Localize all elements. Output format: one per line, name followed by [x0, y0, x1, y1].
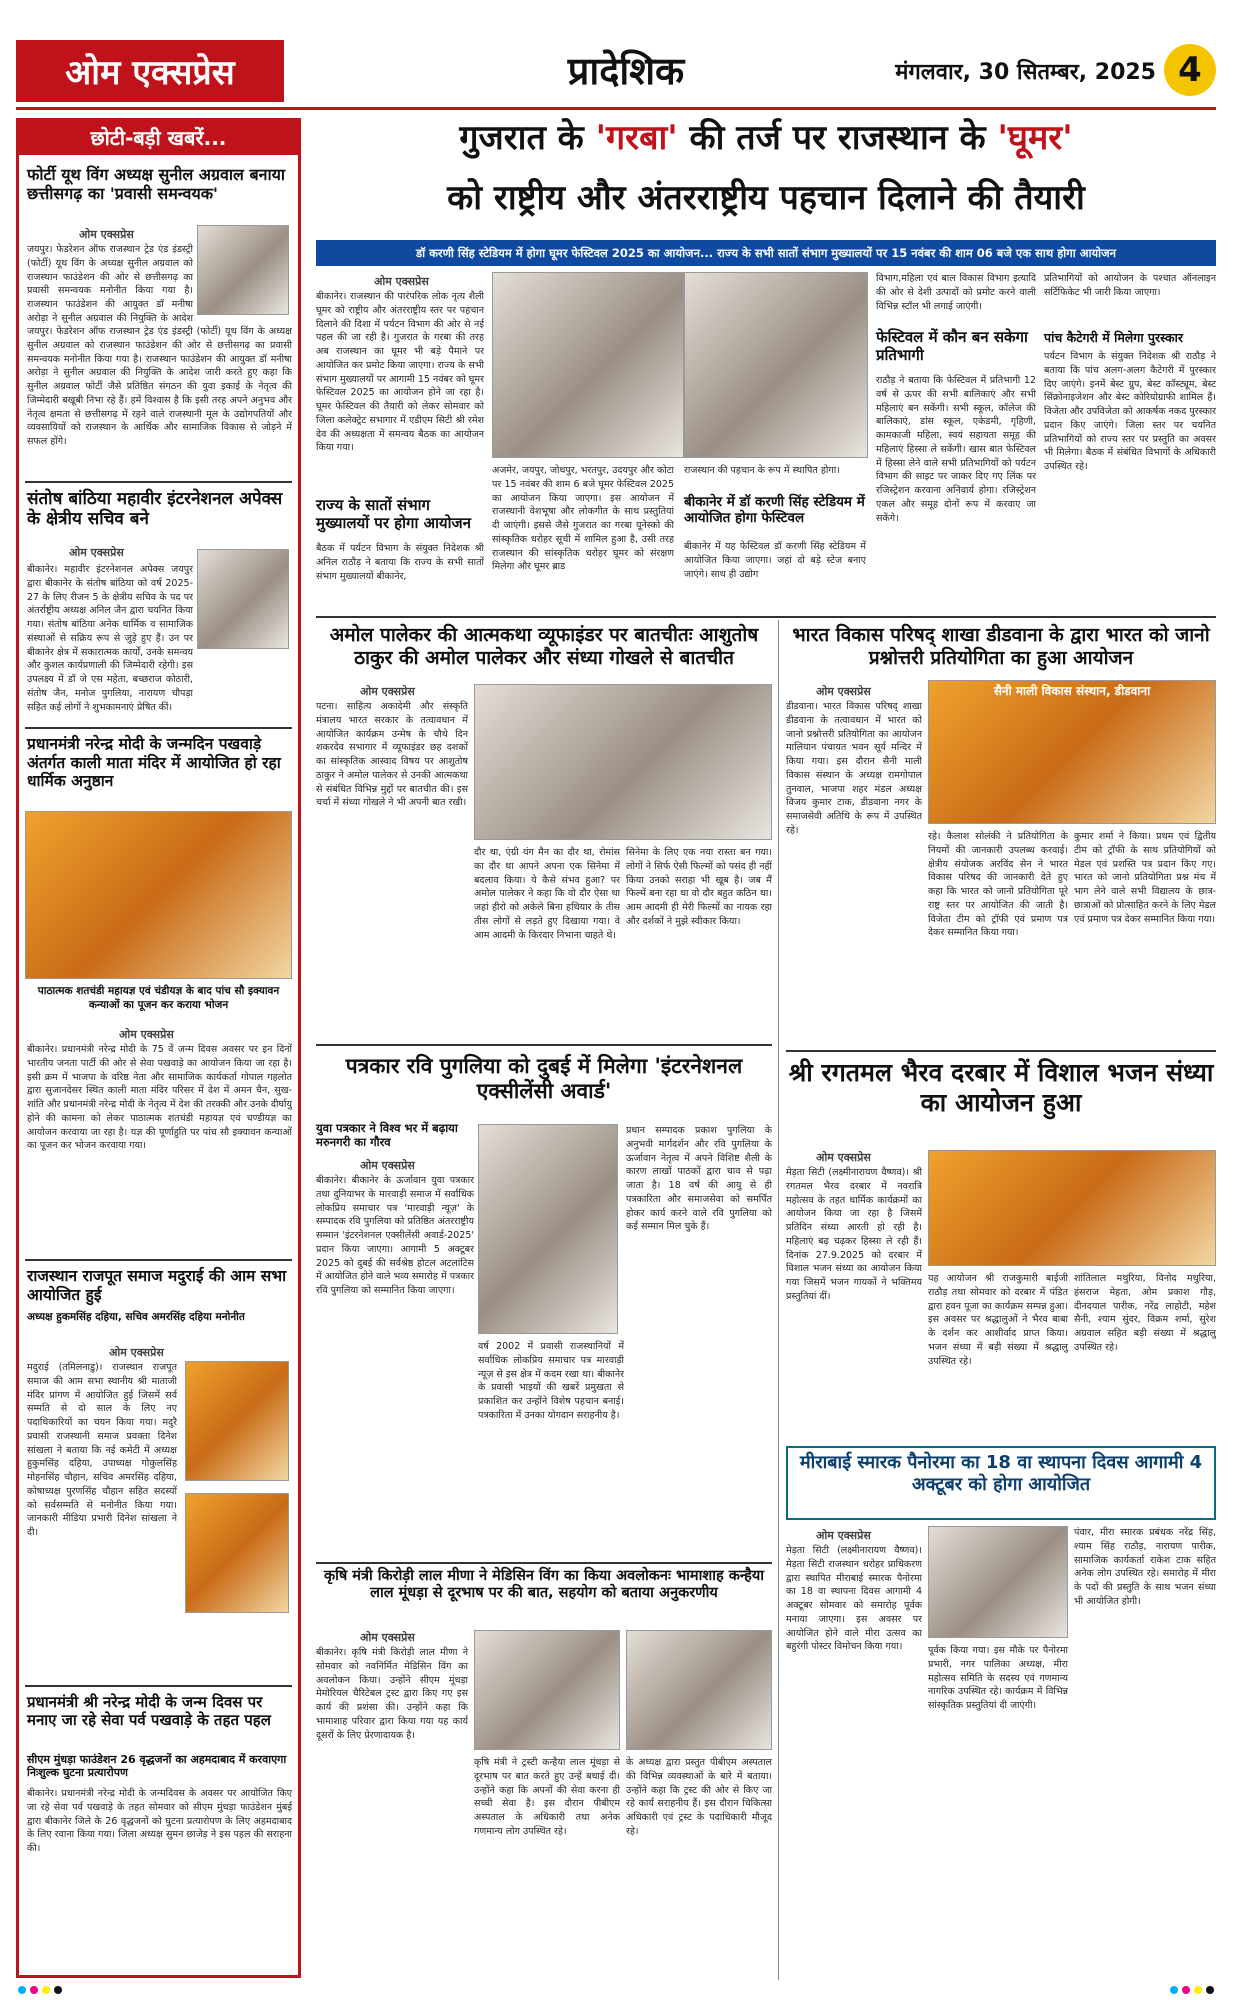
lead-col-3b: बीकानेर में यह फेस्टिवल डॉ करणी सिंह स्टेडियम में आयोजित किया जाएगा। जहां दो बड़े स्टेज बनाए जाएंगे। साथ ही उद्योग	[684, 541, 866, 580]
amol-col-1: पटना। साहित्य अकादेमी और संस्कृति मंत्रालय भारत सरकार के तत्वावधान में आयोजित कार्यक्रम उन्मेष के चौथे दिन शकरदेव सभागार में व्यूफाइंडर छह दशकों का सांस्कृतिक आस्वाद विषय पर आशुतोष ठाकुर ने अमोल पालेकर से उनकी आत्मकथा से संबंधित विभिन्न मुद्दों पर बातचीत की। इस चर्चा में संध्या गोखले ने भी अपनी बात रखी।	[316, 701, 468, 809]
krishi-headline: कृषि मंत्री किरोड़ी लाल मीणा ने मेडिसिन विंग का किया अवलोकनः भामाशाह कन्हैया लाल मूंधड़ा से दूरभाष पर की बात, सहयोग को बताया अनुकरणीय	[323, 1568, 765, 1602]
sidebar-story-1-body-b: जयपुर। फेडरेशन ऑफ राजस्थान ट्रेड एंड इंडस्ट्री (फोर्टी) यूथ विंग के अध्यक्ष सुनील अग्रवाल को राजस्थान फाउंडेशन की ओर से छत्तीसगढ़ का प्रवासी समन्वयक मनोनीत किया गया है। राजस्थान फाउंडेशन की आयुक्त डॉ मनीषा अरोड़ा ने सुनील अग्रवाल की नियुक्ति के आदेश जारी करते हुए कहा कि सुनील अग्रवाल फोर्टी जैसे प्रतिष्ठित संगठन की युवा इकाई के नेतृत्व की जिम्मेदारी बखूबी निभा रहे हैं। हमें विश्वास है कि इसी तरह अपने अनुभव और नेतृत्व क्षमता से छत्तीसगढ़ में रहने वाले राजस्थानी मूल के उद्योगपतियों और व्यवसायियों को राजस्थान के आर्थिक और सामाजिक विकास से जोड़ने में सफल होंगे।	[27, 326, 292, 448]
lead-headline-highlight-1: 'गरबा'	[595, 118, 678, 158]
print-registration-marks	[16, 1984, 1216, 1992]
divider	[25, 1259, 292, 1261]
lead-col-4a: विभाग,महिला एवं बाल विकास विभाग इत्यादि की ओर से देशी उत्पादों को प्रमोट करने वाली विभिन्न स्टॉल भी लगाई जाएंगी।	[876, 273, 1036, 312]
divider	[316, 1562, 772, 1564]
lead-tag: ओम एक्सप्रेस	[374, 275, 429, 288]
lead-subhead-1: राज्य के सातों संभाग मुख्यालयों पर होगा आयोजन	[316, 496, 471, 532]
bhajan-col-3: शांतिलाल मथुरिया, विनोद मथुरिया, हंसराज मेहता, ओम प्रकाश गौड़, दीनदयाल पारीक, नरेंद्र लाहोटी, महेश सैनी, श्याम सुंदर, विक्रम शर्मा, सुरेश अग्रवाल सहित बड़ी संख्या में श्रद्धालु उपस्थित रहे।	[1074, 1273, 1216, 1353]
bharat-photo-banner: सैनी माली विकास संस्थान, डीडवाना	[993, 684, 1151, 698]
amol-col-3: सिनेमा के लिए एक नया रास्ता बन गया। लोगों ने सिर्फ ऐसी फिल्मों को पसंद ही नहीं किया उनको सराहा भी खूब है। जब मैं फिल्में बना रहा था वो दौर बहुत कठिन था। आम आदमी ही मेरी फिल्मों का नायक रहा और दर्शकों ने मुझे स्वीकार किया।	[626, 847, 772, 927]
sidebar-story-3-photo	[25, 811, 292, 979]
sidebar-story-5-title: प्रधानमंत्री श्री नरेन्द्र मोदी के जन्म दिवस पर मनाए जा रहे सेवा पर्व पखवाड़े के तहत पहल	[27, 1693, 271, 1729]
sidebar-story-2-photo	[197, 549, 289, 649]
sidebar-story-2-tag: ओम एक्सप्रेस	[69, 546, 124, 559]
divider	[316, 616, 1216, 618]
sidebar-story-3-caption: पाठात्मक शतचंडी महायज्ञ एवं चंडीयज्ञ के बाद पांच सौ इक्यावन कन्याओं का पूजन कर कराया भोजन	[37, 985, 280, 1011]
lead-col-5a: प्रतिभागियों को आयोजन के पश्चात ऑनलाइन सर्टिफिकेट भी जारी किया जाएगा।	[1044, 273, 1216, 298]
newspaper-logo: ओम एक्सप्रेस	[16, 40, 284, 102]
lead-subhead-3: फेस्टिवल में कौन बन सकेगा प्रतिभागी	[876, 328, 1028, 364]
sidebar-story-5-body: बीकानेर। प्रधानमंत्री नरेन्द्र मोदी के जन्मदिवस के अवसर पर आयोजित किए जा रहे सेवा पर्व पखवाड़े के तहत सोमवार को सीएम मुंधड़ा फाउंडेशन मुंबई द्वारा बीकानेर जिले के 26 वृद्धजनों को घुटना प्रत्यारोपण के लिए अहमदाबाद के लिए रवाना किया गया। जिला अध्यक्ष सुमन छाजेड़ ने इस पहल की सराहना की।	[27, 1788, 292, 1855]
krishi-col-3: के अध्यक्ष द्वारा प्रस्तुत पीबीएम अस्पताल की विभिन्न व्यवस्थाओं के बारे में बताया। उन्होंने कहा कि ट्रस्ट की ओर से किए जा रहे कार्य सराहनीय हैं। इस दौरान चिकित्सा अधिकारी एवं ट्रस्ट के पदाधिकारी मौजूद रहे।	[626, 1757, 772, 1837]
sidebar-story-1-tag: ओम एक्सप्रेस	[79, 228, 134, 241]
meera-tag: ओम एक्सप्रेस	[816, 1529, 871, 1542]
lead-headline-line-1	[316, 118, 1216, 159]
sidebar-news	[16, 118, 301, 1978]
amol-photo	[474, 684, 772, 840]
sidebar-story-2-body: बीकानेर। महावीर इंटरनेशनल अपेक्स जयपुर द्वारा बीकानेर के संतोष बांठिया को वर्ष 2025-27 के लिए रीजन 5 के क्षेत्रीय सचिव के पद पर अंतर्राष्ट्रीय अध्यक्ष अनिल जैन द्वारा चयनित किया गया। संतोष बांठिया अनेक धार्मिक व सामाजिक संस्थाओं से सक्रिय रूप से जुड़े हुए हैं। उन पर बीकानेर क्षेत्र में सकारात्मक कार्यों, उनके समन्वय और कुशल कार्यप्रणाली की जिम्मेदारी रहेगी। इस उपलक्ष्य में डॉ जे एस महेता, बच्छराज कोठारी, संतोष जैन, मनोज पुगलिया, नारायण चौपड़ा सहित कई लोगों ने शुभकामनाएं प्रेषित कीं।	[27, 564, 193, 713]
sidebar-header: छोटी-बड़ी खबरें...	[19, 121, 298, 155]
lead-subhead-4: पांच कैटेगरी में मिलेगा पुरस्कार	[1044, 330, 1183, 345]
registration-dots-left	[16, 1979, 64, 1998]
bhajan-headline: श्री रगतमल भैरव दरबार में विशाल भजन संध्या का आयोजन हुआ	[788, 1058, 1214, 1117]
bhajan-photo	[928, 1150, 1216, 1266]
bharat-col-3: कुमार शर्मा ने किया। प्रथम एवं द्वितीय टीम को ट्रॉफी के साथ प्रतियोगियों को मेडल एवं प्रशस्ति पत्र प्रदान किए गए। भारत को जानो प्रतियोगिता प्रश्न मंच में भाग लेने वाले सभी विद्यालय के छात्र-छात्राओं को प्रोत्साहित करने के लिए मेडल एवं प्रमाण पत्र देकर सम्मानित किया गया।	[1074, 831, 1216, 925]
krishi-photo-2	[626, 1630, 772, 1750]
amol-headline: अमोल पालेकर की आत्मकथा व्यूफाइंडर पर बातचीतः आशुतोष ठाकुर की अमोल पालेकर और संध्या गोखले से बातचीत	[329, 624, 759, 669]
meera-col-2: पूर्वक किया गया। इस मौके पर पैनोरमा प्रभारी, नगर पालिका अध्यक्ष, मीरा महोत्सव समिति के सदस्य एवं गणमान्य नागरिक उपस्थित रहे। कार्यक्रम में विभिन्न सांस्कृतिक प्रस्तुतियां दी जाएंगी।	[928, 1645, 1068, 1712]
lead-col-2: अजमेर, जयपुर, जोधपुर, भरतपुर, उदयपुर और कोटा पर 15 नवंबर की शाम 6 बजे घूमर फेस्टिवल 2025 का आयोजन किया जाएगा। इस आयोजन में राजस्थानी वेशभूषा और लोकगीत के साथ प्रस्तुतियां दी जाएंगी। इससे जैसे गुजरात का गरबा यूनेस्को की सांस्कृतिक धरोहर सूची में शामिल हुआ है, उसी तरह राजस्थान की सांस्कृतिक धरोहर घूमर को संरक्षण मिलेगा और घूमर ब्राड	[492, 465, 674, 573]
lead-headline-line-2: को राष्ट्रीय और अंतरराष्ट्रीय पहचान दिलाने की तैयारी	[447, 178, 1085, 218]
sidebar-story-4-body: मदुराई (तमिलनाडु)। राजस्थान राजपूत समाज की आम सभा स्थानीय श्री माताजी मंदिर प्रांगण में आयोजित हुई जिसमें सर्व सम्मति से दो साल के लिए नए पदाधिकारियों का चयन किया गया। मदुरै प्रवासी राजस्थानी समाज प्रवक्ता दिनेश सांखला ने बताया कि नई कमेटी में अध्यक्ष हुकुमसिंह दहिया, उपाध्यक्ष गोकुलसिंह मोहनसिंह चौहान, सचिव अमरसिंह दहिया, कोषाध्यक्ष पुरणसिंह चौहान सहित सदस्यों को सर्वसम्मति से मनोनीत किया गया। जानकारी मीडिया प्रभारी दिनेश सांखला ने दी।	[27, 1362, 177, 1539]
bharat-photo	[928, 680, 1216, 824]
bharat-headline: भारत विकास परिषद् शाखा डीडवाना के द्वारा भारत को जानो प्रश्नोत्तरी प्रतियोगिता का हुआ आयोजन	[792, 624, 1210, 669]
section-title: प्रादेशिक	[567, 49, 685, 93]
bhajan-col-1: मेड़ता सिटी (लक्ष्मीनारायण वैष्णव)। श्री रगतमल भैरव दरबार में नवरात्रि महोत्सव के तहत धार्मिक कार्यक्रमों का आयोजन किया जा रहा है जिसमें प्रतिदिन संध्या आरती हो रही है। महिलाएं बढ़ चढ़कर हिस्सा ले रही हैं। दिनांक 27.9.2025 को दरबार में विशाल भजन संध्या का आयोजन किया गया जिसमें भजन गायकों ने भक्तिमय प्रस्तुतियां दीं।	[786, 1167, 922, 1302]
page-number: 4	[1164, 44, 1216, 96]
sidebar-story-4-title: राजस्थान राजपूत समाज मदुराई की आम सभा आयोजित हुई	[27, 1267, 287, 1304]
meera-col-3: पंवार, मीरा स्मारक प्रबंधक नरेंद्र सिंह, श्याम सिंह राठौड़, नारायण पारीक, सामाजिक कार्यकर्ता राकेश टाक सहित अनेक लोग उपस्थित रहे। समारोह में मीरा के पदों की प्रस्तुति के साथ भजन संध्या भी आयोजित होगी।	[1074, 1527, 1216, 1607]
sidebar-story-3-body: बीकानेर। प्रधानमंत्री नरेन्द्र मोदी के 75 वें जन्म दिवस अवसर पर इन दिनों भारतीय जनता पार्टी की ओर से सेवा पखवाड़े का आयोजन किया जा रहा है। इसी क्रम में भाजपा के वरिष्ठ नेता और सामाजिक कार्यकर्ता गोपाल गहलोत द्वारा सुजानदेसर स्थित काली माता मंदिर परिसर में देश में अमन चैन, सुख-शांति और प्रधानमंत्री नरेन्द्र मोदी के नेतृत्व में देश की तरक्की और उनके दीर्घायु होने की कामना को लेकर पाठात्मक शतचंडी महायज्ञ एवं चण्डीयज्ञ का आयोजन करवाया जा रहा है। यज्ञ की पूर्णाहुति पर पांच सौ इक्यावन कन्याओं का पूजन कर भोजन करवाया गया।	[27, 1044, 292, 1152]
sidebar-story-4-tag: ओम एक्सप्रेस	[109, 1346, 164, 1359]
divider	[25, 481, 292, 483]
meera-headline: मीराबाई स्मारक पैनोरमा का 18 वा स्थापना दिवस आगामी 4 अक्टूबर को होगा आयोजित	[799, 1452, 1203, 1495]
ravi-col-3: प्रधान सम्पादक प्रकाश पुगलिया के अनुभवी मार्गदर्शन और रवि पुगलिया के ऊर्जावान नेतृत्व में अपने विशिष्ट शैली के कारण लाखों पाठकों द्वारा चाव से पढ़ा जाता है। 18 वर्ष की आयु से ही पत्रकारिता और समाजसेवा को समर्पित होकर कार्य करने वाले रवि पुगलिया को कई सम्मान मिल चुके हैं।	[626, 1125, 772, 1233]
lead-col-3: राजस्थान की पहचान के रूप में स्थापित होगा।	[684, 465, 840, 476]
meera-photo	[928, 1526, 1068, 1638]
sidebar-story-1-photo	[197, 225, 289, 315]
bhajan-tag: ओम एक्सप्रेस	[816, 1151, 871, 1164]
lead-headline-part-2: की तर्ज पर राजस्थान के	[677, 118, 998, 158]
krishi-col-1: बीकानेर। कृषि मंत्री किरोड़ी लाल मीणा ने सोमवार को नवनिर्मित मेडिसिन विंग का अवलोकन किया। उन्होंने सीएम मूंधड़ा मेमोरियल चैरिटेबल ट्रस्ट द्वारा किए गए इस कार्य की प्रशंसा की। उन्होंने कहा कि भामाशाह परिवार द्वारा किया गया यह कार्य दूसरों के लिए प्रेरणादायक है।	[316, 1647, 468, 1741]
ravi-col-1: बीकानेर। बीकानेर के ऊर्जावान युवा पत्रकार तथा दुनियाभर के मारवाड़ी समाज में सर्वाधिक लोकप्रिय समाचार पत्र 'मारवाड़ी न्यूज़' के सम्पादक रवि पुगलिया को प्रतिष्ठित अंतरराष्ट्रीय सम्मान 'इंटरनेशनल एक्सीलेंसी अवार्ड-2025' प्रदान किया जाएगा। आगामी 5 अक्टूबर 2025 को दुबई की सर्वश्रेष्ठ होटल अटलांटिस में आयोजित होने वाले भव्य समारोह में पत्रकार रवि पुगलिया को सम्मानित किया जाएगा।	[316, 1175, 474, 1297]
lead-col-1: बीकानेर। राजस्थान की पारंपरिक लोक नृत्य शैली घूमर को राष्ट्रीय और अंतरराष्ट्रीय स्तर पर पहचान दिलाने की दिशा में पर्यटन विभाग की ओर से नई पहल की जा रही है। गुजरात के गरबा की तरह अब राजस्थान का घूमर भी बड़े पैमाने पर आयोजित कर प्रमोट किया जाएगा। राज्य के सभी संभाग मुख्यालयों पर आगामी 15 नवंबर को घूमर फेस्टिवल 2025 का आयोजन होने जा रहा है। घूमर फेस्टिवल की तैयारी को लेकर सोमवार को जिला कलेक्ट्रेट सभागार में एडीएम सिटी श्री रमेश देव की अध्यक्षता में समन्वय बैठक का आयोजन किया गया।	[316, 291, 484, 454]
sidebar-story-1-body-a: जयपुर। फेडरेशन ऑफ राजस्थान ट्रेड एंड इंडस्ट्री (फोर्टी) यूथ विंग के अध्यक्ष सुनील अग्रवाल को राजस्थान फाउंडेशन की ओर से छत्तीसगढ़ का प्रवासी समन्वयक मनोनीत किया गया है। राजस्थान फाउंडेशन की आयुक्त डॉ मनीषा अरोड़ा ने सुनील अग्रवाल की नियुक्ति के आदेश	[27, 244, 193, 323]
ravi-kicker: युवा पत्रकार ने विश्व भर में बढ़ाया मरुनगरी का गौरव	[316, 1121, 458, 1149]
column-divider	[778, 620, 779, 1980]
lead-col-5: पर्यटन विभाग के संयुक्त निदेशक श्री राठौड़ ने बताया कि पांच अलग-अलग कैटेगरी में पुरस्कार दिए जाएंगे। इनमें बेस्ट ग्रुप, बेस्ट कॉस्ट्यूम, बेस्ट सिंक्रोनाइजेशन और बेस्ट कोरियोग्राफी शामिल हैं। विजेता और उपविजेता को आकर्षक नकद पुरस्कार प्रदान किए जाएंगे। जिला स्तर पर चयनित प्रतिभागियों को राज्य स्तर पर प्रस्तुति का अवसर भी मिलेगा। बैठक में संबंधित विभागों के अधिकारी उपस्थित रहे।	[1044, 351, 1216, 473]
lead-photo-1	[492, 272, 684, 458]
lead-col-4: राठौड़ ने बताया कि फेस्टिवल में प्रतिभागी 12 वर्ष से ऊपर की सभी बालिकाएं और सभी महिलाएं बन सकेंगी। सभी स्कूल, कॉलेज की बालिकाएं, डांस स्कूल, एकेडमी, गृहिणी, कामकाजी महिला, स्वयं सहायता समूह की महिलाएं हिस्सा ले सकेंगी। खास बात फेस्टिवल में हिस्सा लेने वाले सभी प्रतिभागियों को पर्यटन विभाग की साइट पर जाकर दिए गए लिंक पर रजिस्ट्रेशन करवाना अनिवार्य होगा। रजिस्ट्रेशन एकल और समूह दोनों रूप में करवाए जा सकेंगे।	[876, 375, 1036, 524]
divider	[25, 1685, 292, 1687]
sidebar-story-3-title: प्रधानमंत्री नरेन्द्र मोदी के जन्मदिन पखवाड़े अंतर्गत काली माता मंदिर में आयोजित हो रहा धार्मिक अनुष्ठान	[27, 735, 281, 791]
krishi-col-2: कृषि मंत्री ने ट्रस्टी कन्हैया लाल मूंधड़ा से दूरभाष पर बात करते हुए उन्हें बधाई दी। उन्होंने कहा कि अपनों की सेवा करना ही सच्ची सेवा है। इस दौरान पीबीएम अस्पताल के अधिकारी तथा अनेक गणमान्य लोग उपस्थित रहे।	[474, 1757, 620, 1837]
krishi-photo-1	[474, 1630, 620, 1750]
ravi-photo	[478, 1124, 618, 1334]
ravi-headline: पत्रकार रवि पुगलिया को दुबई में मिलेगा 'इंटरनेशनल एक्सीलेंसी अवार्ड'	[345, 1054, 743, 1104]
ravi-tag: ओम एक्सप्रेस	[360, 1159, 415, 1172]
dateline: मंगलवार, 30 सितम्बर, 2025	[895, 60, 1156, 85]
amol-tag: ओम एक्सप्रेस	[360, 685, 415, 698]
sidebar-story-4-subtitle: अध्यक्ष हुकमसिंह दहिया, सचिव अमरसिंह दहिया मनोनीत	[27, 1311, 245, 1323]
sidebar-story-4-photo-2	[185, 1493, 289, 1613]
sidebar-story-4-photo-1	[185, 1361, 289, 1481]
lead-col-1b: बैठक में पर्यटन विभाग के संयुक्त निदेशक श्री अनिल राठौड़ ने बताया कि राज्य के सभी सातों संभाग मुख्यालयों बीकानेर,	[316, 543, 484, 582]
amol-col-2: दौर था, एंग्री यंग मैन का दौर था, रोमांस का दौर था आपने अपना एक सिनेमा में बदलाव किया। ये कैसे संभव हुआ? पर अमोल पालेकर ने कहा कि वो दौर ऐसा था जहां हीरो को अकेले बिना हथियार के तीस तीस लोगों से लड़ते हुए दिखाया गया। वे आम आदमी के किरदार निभाना चाहते थे।	[474, 847, 620, 941]
lead-deck: डॉ करणी सिंह स्टेडियम में होगा घूमर फेस्टिवल 2025 का आयोजन... राज्य के सभी सातों संभाग मुख्यालयों पर 15 नवंबर की शाम 06 बजे एक साथ होगा आयोजन	[316, 240, 1216, 266]
divider	[316, 1044, 772, 1046]
bharat-col-2: रहे। कैलाश सोलंकी ने प्रतियोगिता के नियमों की जानकारी उपलब्ध करवाई। क्षेत्रीय संयोजक अरविंद सेन ने भारत विकास परिषद की जानकारी देते हुए कहा कि भारत को जानो प्रतियोगिता पूरे राष्ट्र स्तर पर आयोजित की जाती है। विजेता टीम को ट्रॉफी एवं प्रमाण पत्र देकर सम्मानित किया गया।	[928, 831, 1068, 939]
lead-photo-2	[684, 272, 868, 458]
lead-subhead-2: बीकानेर में डॉ करणी सिंह स्टेडियम में आयोजित होगा फेस्टिवल	[684, 494, 865, 527]
bharat-col-1: डीडवाना। भारत विकास परिषद् शाखा डीडवाना के तत्वावधान में भारत को जानो प्रश्नोत्तरी प्रतियोगिता का आयोजन मालियान पंचायत भवन सूर्य मन्दिर में किया गया। इस दौरान सैनी माली विकास संस्थान के अध्यक्ष रामगोपाल तुनवाल, भाजपा शहर मंडल अध्यक्ष विजय कुमार टाक, डीडवाना नगर के समाजसेवी अतिथि के रूप में उपस्थित रहे।	[786, 701, 922, 836]
registration-dots-right	[1168, 1979, 1216, 1998]
ravi-col-2: वर्ष 2002 में प्रवासी राजस्थानियों में सर्वाधिक लोकप्रिय समाचार पत्र मारवाड़ी न्यूज़ से इस क्षेत्र में कदम रखा था। बीकानेर के प्रवासी भाइयों की खबरें प्रमुखता से प्रकाशित कर उन्होंने विशेष पहचान बनाई। पत्रकारिता में उनका योगदान सराहनीय है।	[478, 1341, 624, 1421]
divider	[25, 727, 292, 729]
meera-col-1: मेड़ता सिटी (लक्ष्मीनारायण वैष्णव)। मेड़ता सिटी राजस्थान धरोहर प्राधिकरण द्वारा स्थापित मीराबाई स्मारक पैनोरमा का 18 वा स्थापना दिवस आगामी 4 अक्टूबर सोमवार को समारोह पूर्वक मनाया जाएगा। इस अवसर पर आयोजित होने वाले मीरा उत्सव का बहुरंगी पोस्टर विमोचन किया गया।	[786, 1545, 922, 1653]
bharat-tag: ओम एक्सप्रेस	[816, 685, 871, 698]
sidebar-story-2-title: संतोष बांठिया महावीर इंटरनेशनल अपेक्स के क्षेत्रीय सचिव बने	[27, 489, 283, 530]
krishi-tag: ओम एक्सप्रेस	[360, 1631, 415, 1644]
sidebar-story-3-tag: ओम एक्सप्रेस	[119, 1028, 174, 1041]
lead-headline-part-1: गुजरात के	[459, 118, 596, 158]
masthead	[16, 40, 1216, 110]
lead-headline-highlight-2: 'घूमर'	[997, 118, 1073, 158]
bhajan-col-2: यह आयोजन श्री राजकुमारी बाईजी राठौड़ तथा सोमवार को दरबार में पंडित द्वारा हवन पूजा का कार्यक्रम सम्पन्न हुआ। इस अवसर पर श्रद्धालुओं ने भैरव बाबा के दर्शन कर आशीर्वाद प्राप्त किया। भजन संध्या में बड़ी संख्या में श्रद्धालु उपस्थित रहे।	[928, 1273, 1068, 1367]
sidebar-story-1-title: फोर्टी यूथ विंग अध्यक्ष सुनील अग्रवाल बनाया छत्तीसगढ़ का 'प्रवासी समन्वयक'	[27, 165, 286, 204]
sidebar-story-5-subtitle: सीएम मुंधड़ा फाउंडेशन 26 वृद्धजनों का अहमदाबाद में करवाएगा निःशुल्क घुटना प्रत्यारोपण	[27, 1753, 287, 1780]
divider	[786, 1050, 1216, 1052]
